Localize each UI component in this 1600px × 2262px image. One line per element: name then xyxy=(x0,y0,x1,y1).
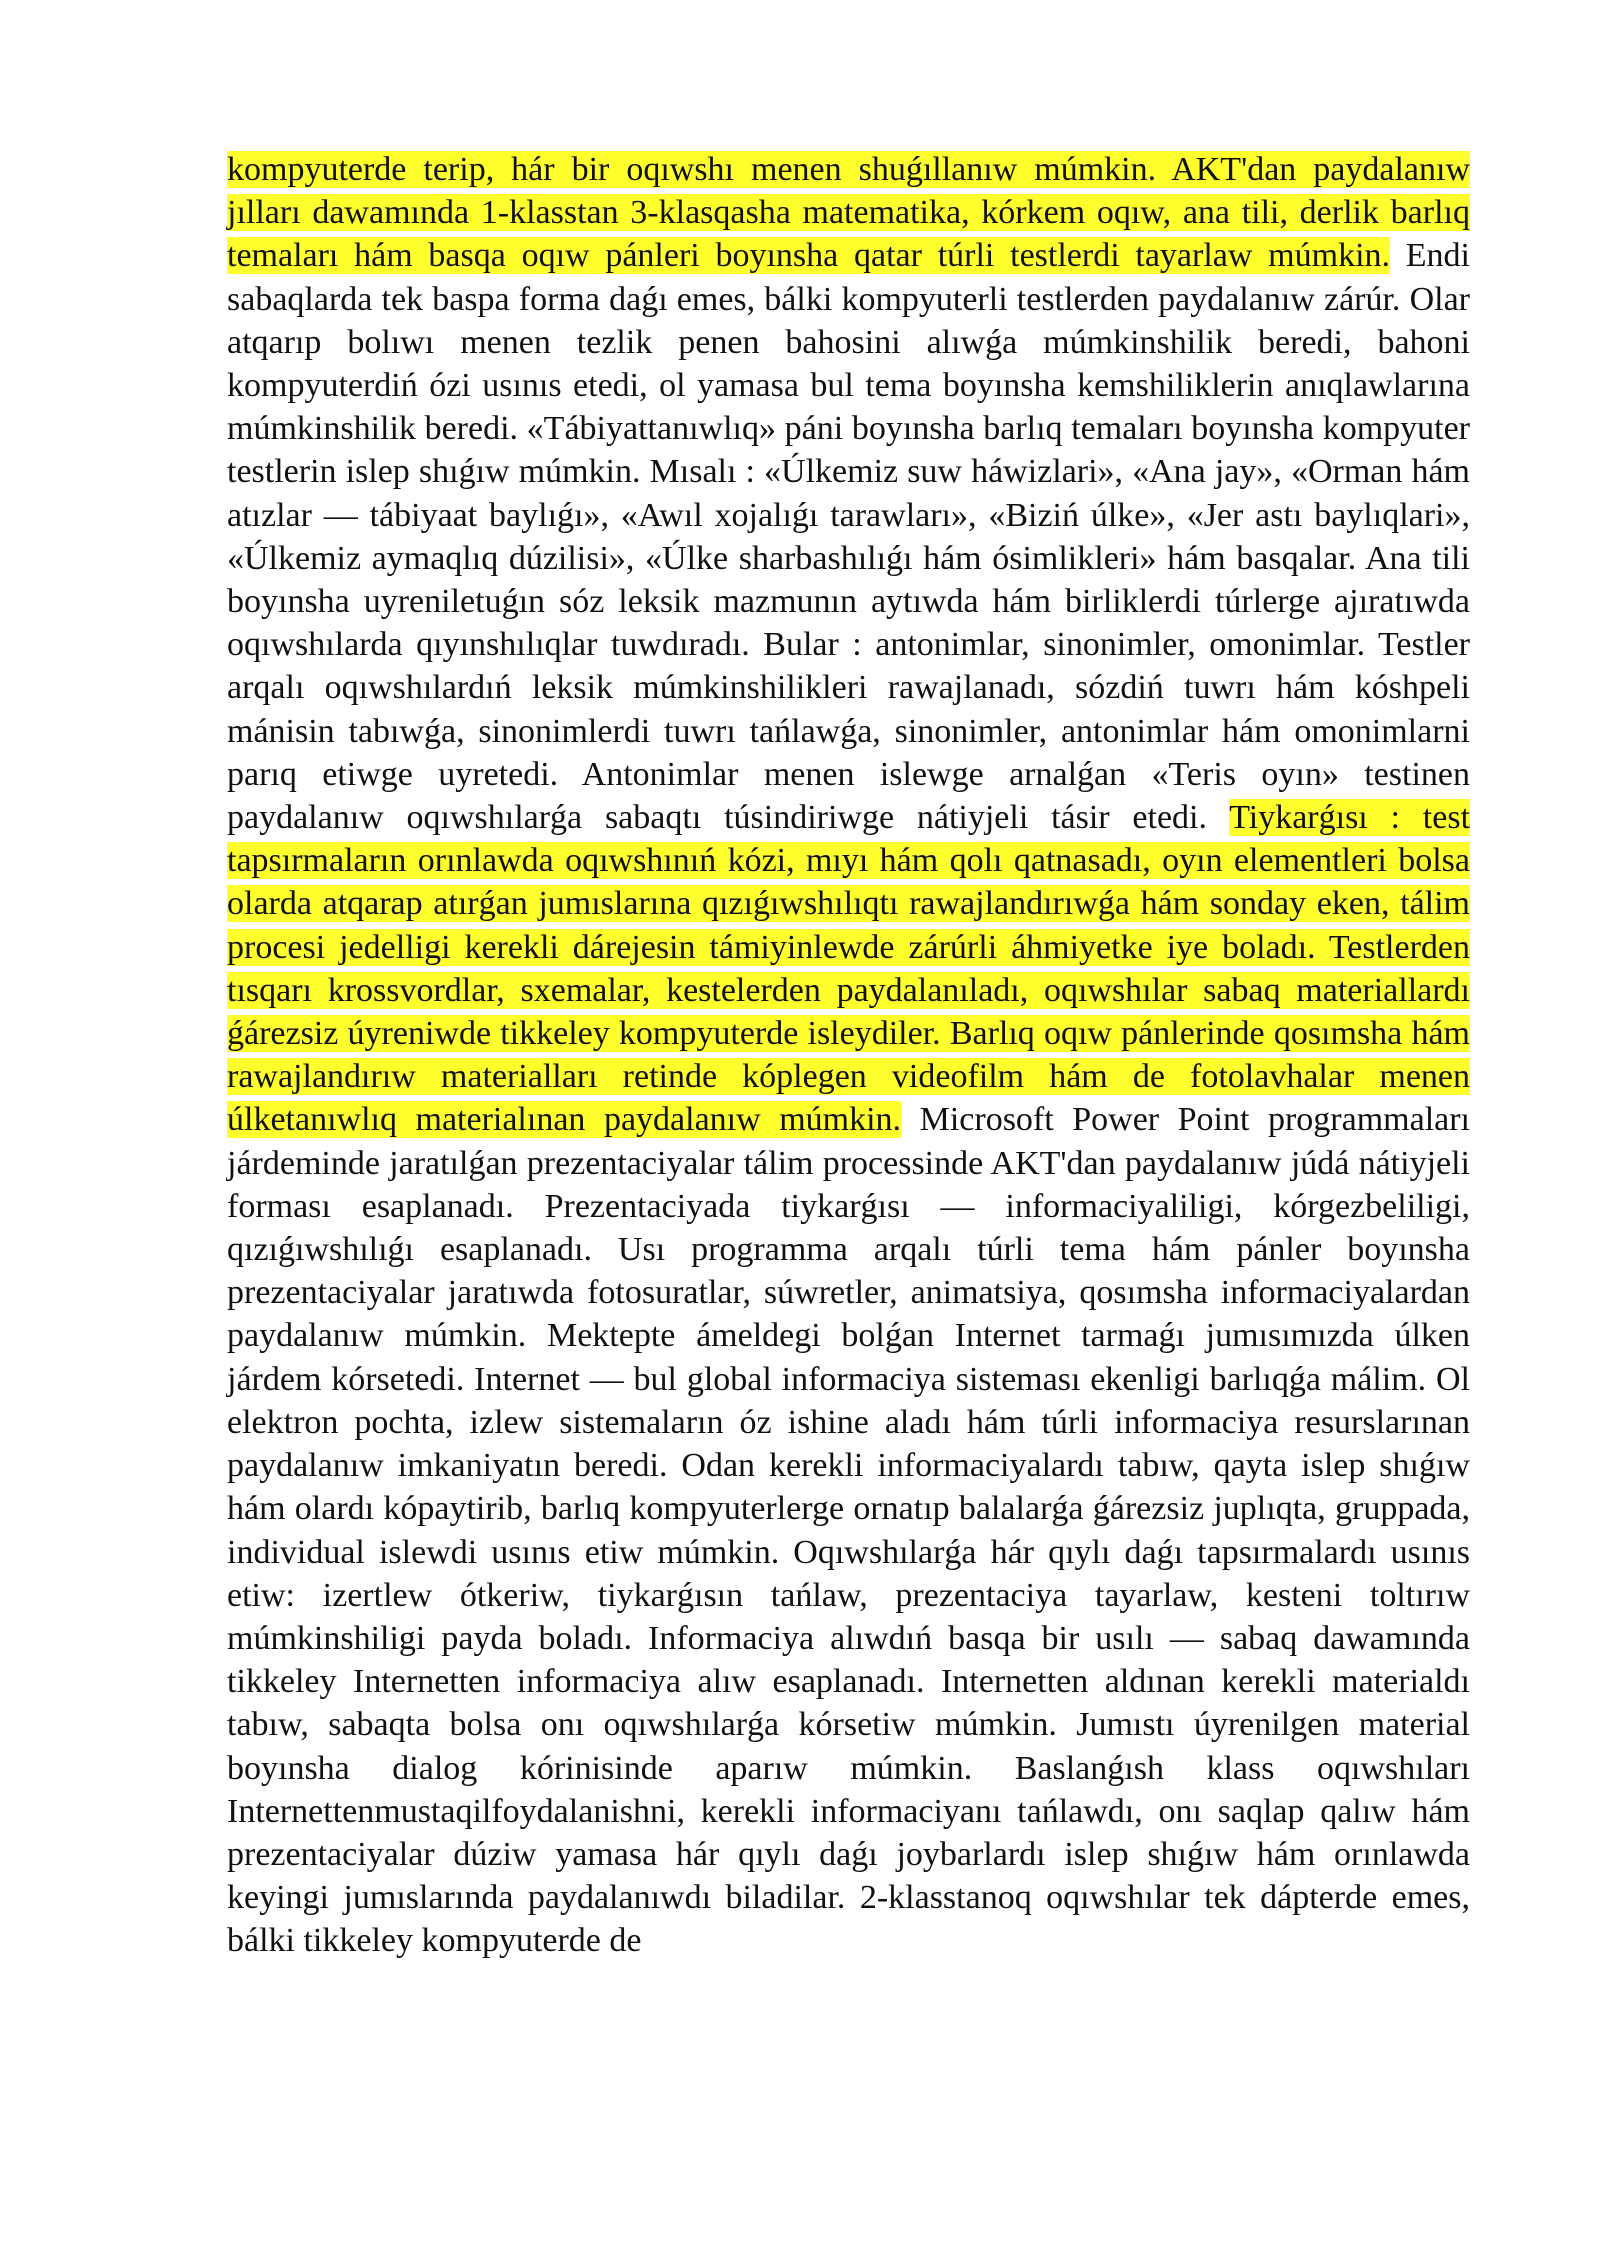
body-text xyxy=(227,148,1470,1963)
highlighted-text: kompyuterde terip, hár bir oqıwshı menen shuǵıllanıw múmkin. AKT'dan paydalanıw jılları dawamında 1-klasstan 3-klasqasha matematika, kórkem oqıw, ana tili, derlik barlıq temaları hám basqa oqıw pánleri boyınsha qatar túrli testlerdi tayarlaw múmkin. xyxy=(227,151,1470,275)
highlighted-text: Tiykarǵısı : test tapsırmaların orınlawda oqıwshınıń kózi, mıyı hám qolı qatnasadı, oyın elementleri bolsa olarda atqarap atırǵan jumıslarına qızıǵıwshılıqtı rawajlandırıwǵa hám sonday eken, tálim procesi jedelligi kerekli dárejesin támiyinlewde zárúrli áhmiyetke iye boladı. Testlerden tısqarı krossvordlar, sxemalar, kestelerden paydalanıladı, oqıwshılar sabaq materiallardı ǵárezsiz úyreniwde tikkeley kompyuterde isleydiler. Barlıq oqıw pánlerinde qosımsha hám rawajlandırıw materialları retinde kóplegen videofilm hám de fotolavhalar menen úlketanıwlıq materialınan paydalanıw múmkin. xyxy=(227,799,1471,1139)
plain-text: Microsoft Power Point programmaları járdeminde jaratılǵan prezentaciyalar tálim processinde AKT'dan paydalanıw júdá nátiyjeli forması esaplanadı. Prezentaciyada tiykarǵısı — informaciyaliligi, kórgezbeliligi, qızıǵıwshılıǵı esaplanadı. Usı programma arqalı túrli tema hám pánler boyınsha prezentaciyalar jaratıwda fotosuratlar, súwretler, animatsiya, qosımsha informaciyalardan paydalanıw múmkin. Mektepte ámeldegi bolǵan Internet tarmaǵı jumısımızda úlken járdem kórsetedi. Internet — bul global informaciya sisteması ekenligi barlıqǵa málim. Ol elektron pochta, izlew sistemaların óz ishine aladı hám túrli informaciya resurslarınan paydalanıw imkaniyatın beredi. Odan kerekli informaciyalardı tabıw, qayta islep shıǵıw hám olardı kópaytirib, barlıq kompyuterlerge ornatıp balalarǵa ǵárezsiz juplıqta, gruppada, individual islewdi usınıs etiw múmkin. Oqıwshılarǵa hár qıylı daǵı tapsırmalardı usınıs etiw: izertlew ótkeriw, tiykarǵısın tańlaw, prezentaciya tayarlaw, kesteni toltırıw múmkinshiligi payda boladı. Informaciya alıwdıń basqa bir usılı — sabaq dawamında tikkeley Internetten informaciya alıw esaplanadı. Internetten aldınan kerekli materialdı tabıw, sabaqta bolsa onı oqıwshılarǵa kórsetiw múmkin. Jumıstı úyrenilgen material boyınsha dialog kórinisinde aparıw múmkin. Baslanǵısh klass oqıwshıları Internettenmustaqilfoydalanishni, kerekli informaciyanı tańlawdı, onı saqlap qalıw hám prezentaciyalar dúziw yamasa hár qıylı daǵı joybarlardı islep shıǵıw hám orınlawda keyingi jumıslarında paydalanıwdı biladilar. 2-klasstanoq oqıwshılar tek dápterde emes, bálki tikkeley kompyuterde de xyxy=(227,1101,1470,1960)
plain-text: Endi sabaqlarda tek baspa forma daǵı emes, bálki kompyuterli testlerden paydalanıw zárúr. Olar atqarıp bolıwı menen tezlik penen bahosini alıwǵa múmkinshilik beredi, bahoni kompyuterdiń ózi usınıs etedi, ol yamasa bul tema boyınsha kemshiliklerin anıqlawlarına múmkinshilik beredi. «Tábiyattanıwlıq» páni boyınsha barlıq temaları boyınsha kompyuter testlerin islep shıǵıw múmkin. Mısalı : «Úlkemiz suw háwizlari», «Ana jay», «Orman hám atızlar — tábiyaat baylıǵı», «Awıl xojalıǵı tarawları», «Biziń úlke», «Jer astı baylıqlari», «Úlkemiz aymaqlıq dúzilisi», «Úlke sharbashılıǵı hám ósimlikleri» hám basqalar. Ana tili boyınsha uyreniletuǵın sóz leksik mazmunın aytıwda hám birliklerdi túrlerge ajıratıwda oqıwshılarda qıyınshılıqlar tuwdıradı. Bular : antonimlar, sinonimler, omonimlar. Testler arqalı oqıwshılardıń leksik múmkinshilikleri rawajlanadı, sózdiń tuwrı hám kóshpeli mánisin tabıwǵa, sinonimlerdi tuwrı tańlawǵa, sinonimler, antonimlar hám omonimlarni parıq etiwge uyretedi. Antonimlar menen islewge arnalǵan «Teris oyın» testinen paydalanıw oqıwshılarǵa sabaqtı túsindiriwge nátiyjeli tásir etedi. xyxy=(227,237,1470,837)
paragraph xyxy=(227,148,1470,1963)
